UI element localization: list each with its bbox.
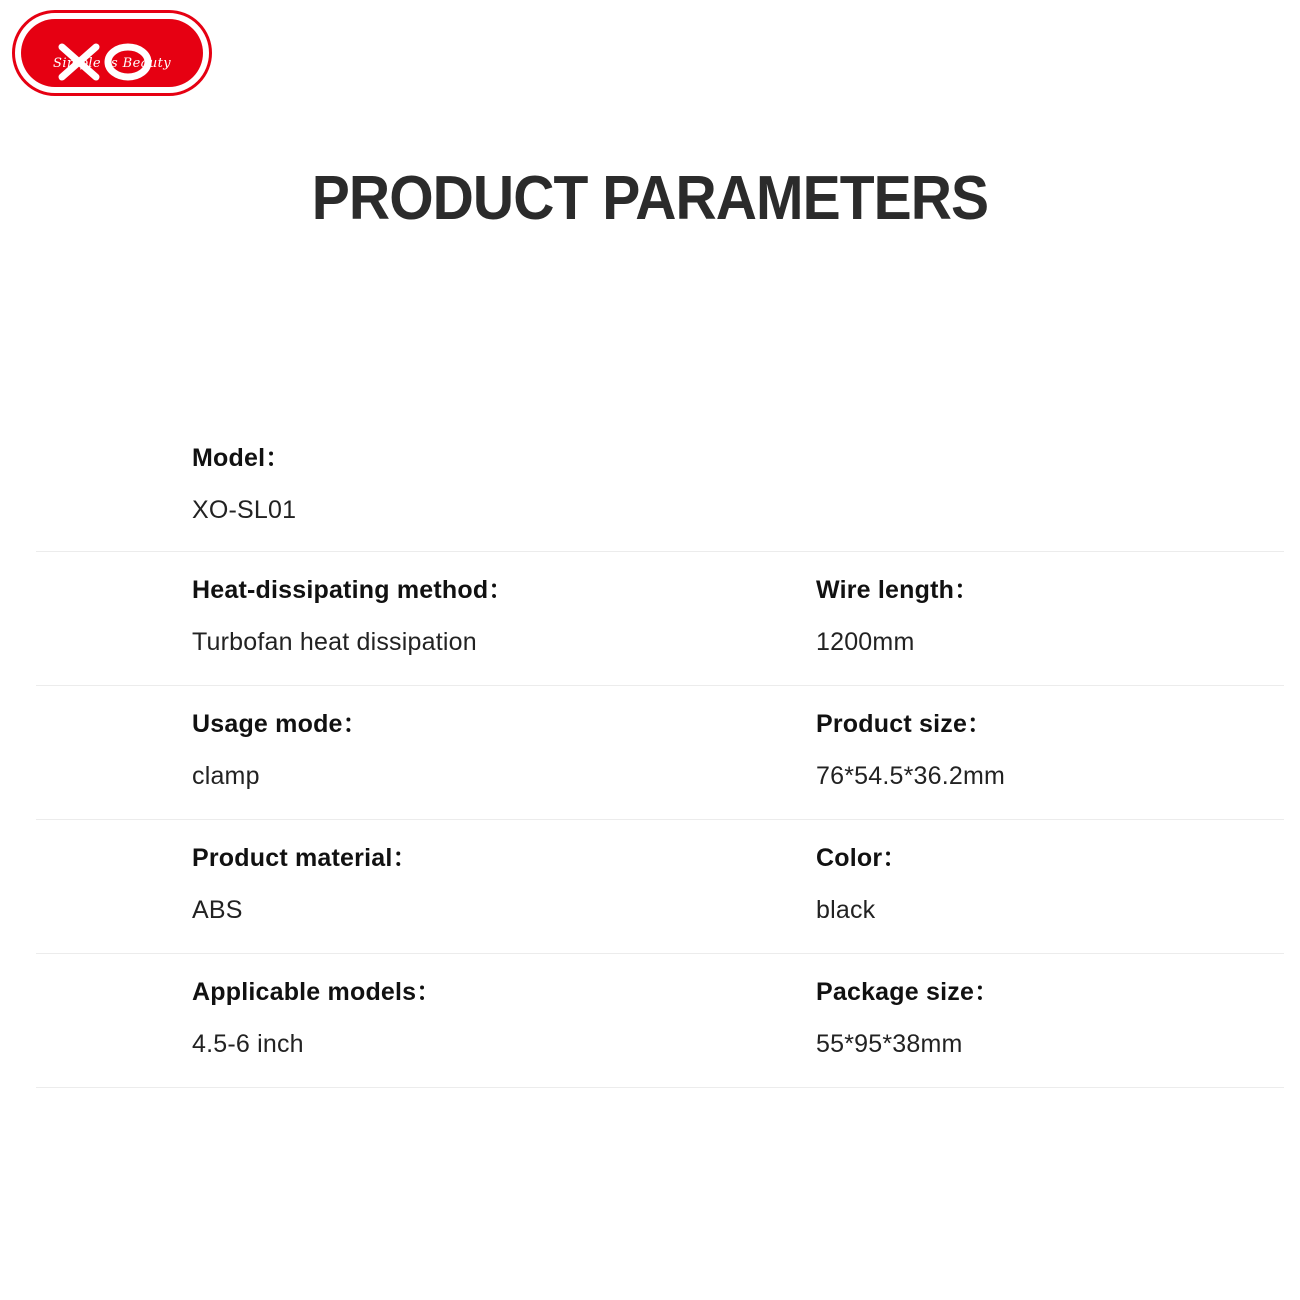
spec-label: Model： [192,444,291,472]
table-row [36,552,1284,686]
table-row [36,686,1284,820]
spec-cell-package-size: Package size： 55*95*38mm [816,978,1000,1058]
spec-value: ABS [192,896,243,924]
spec-value: Turbofan heat dissipation [192,628,477,656]
spec-label: Heat-dissipating method： [192,576,514,604]
logo-inner-fill [21,19,203,87]
table-row [36,424,1284,552]
brand-logo [12,10,212,96]
spec-label: Usage mode： [192,710,368,738]
table-row [36,820,1284,954]
spec-cell-wire-length: Wire length： 1200mm [816,576,980,656]
logo-dot-left-icon [34,50,41,57]
logo-dot-right-icon [183,50,190,57]
spec-value: 4.5-6 inch [192,1030,304,1058]
spec-value: clamp [192,762,260,790]
page-title: PRODUCT PARAMETERS [311,164,989,233]
spec-cell-color: Color： black [816,844,908,924]
spec-cell-model [36,438,660,525]
spec-label: Applicable models： [192,978,442,1006]
logo-tagline: Simple Is Beauty [53,56,171,71]
product-parameters-table [36,424,1284,1088]
spec-value: XO-SL01 [192,496,297,524]
table-row [36,954,1284,1088]
spec-label: Product material： [192,844,418,872]
spec-cell-product-size: Product size： 76*54.5*36.2mm [816,710,1006,790]
